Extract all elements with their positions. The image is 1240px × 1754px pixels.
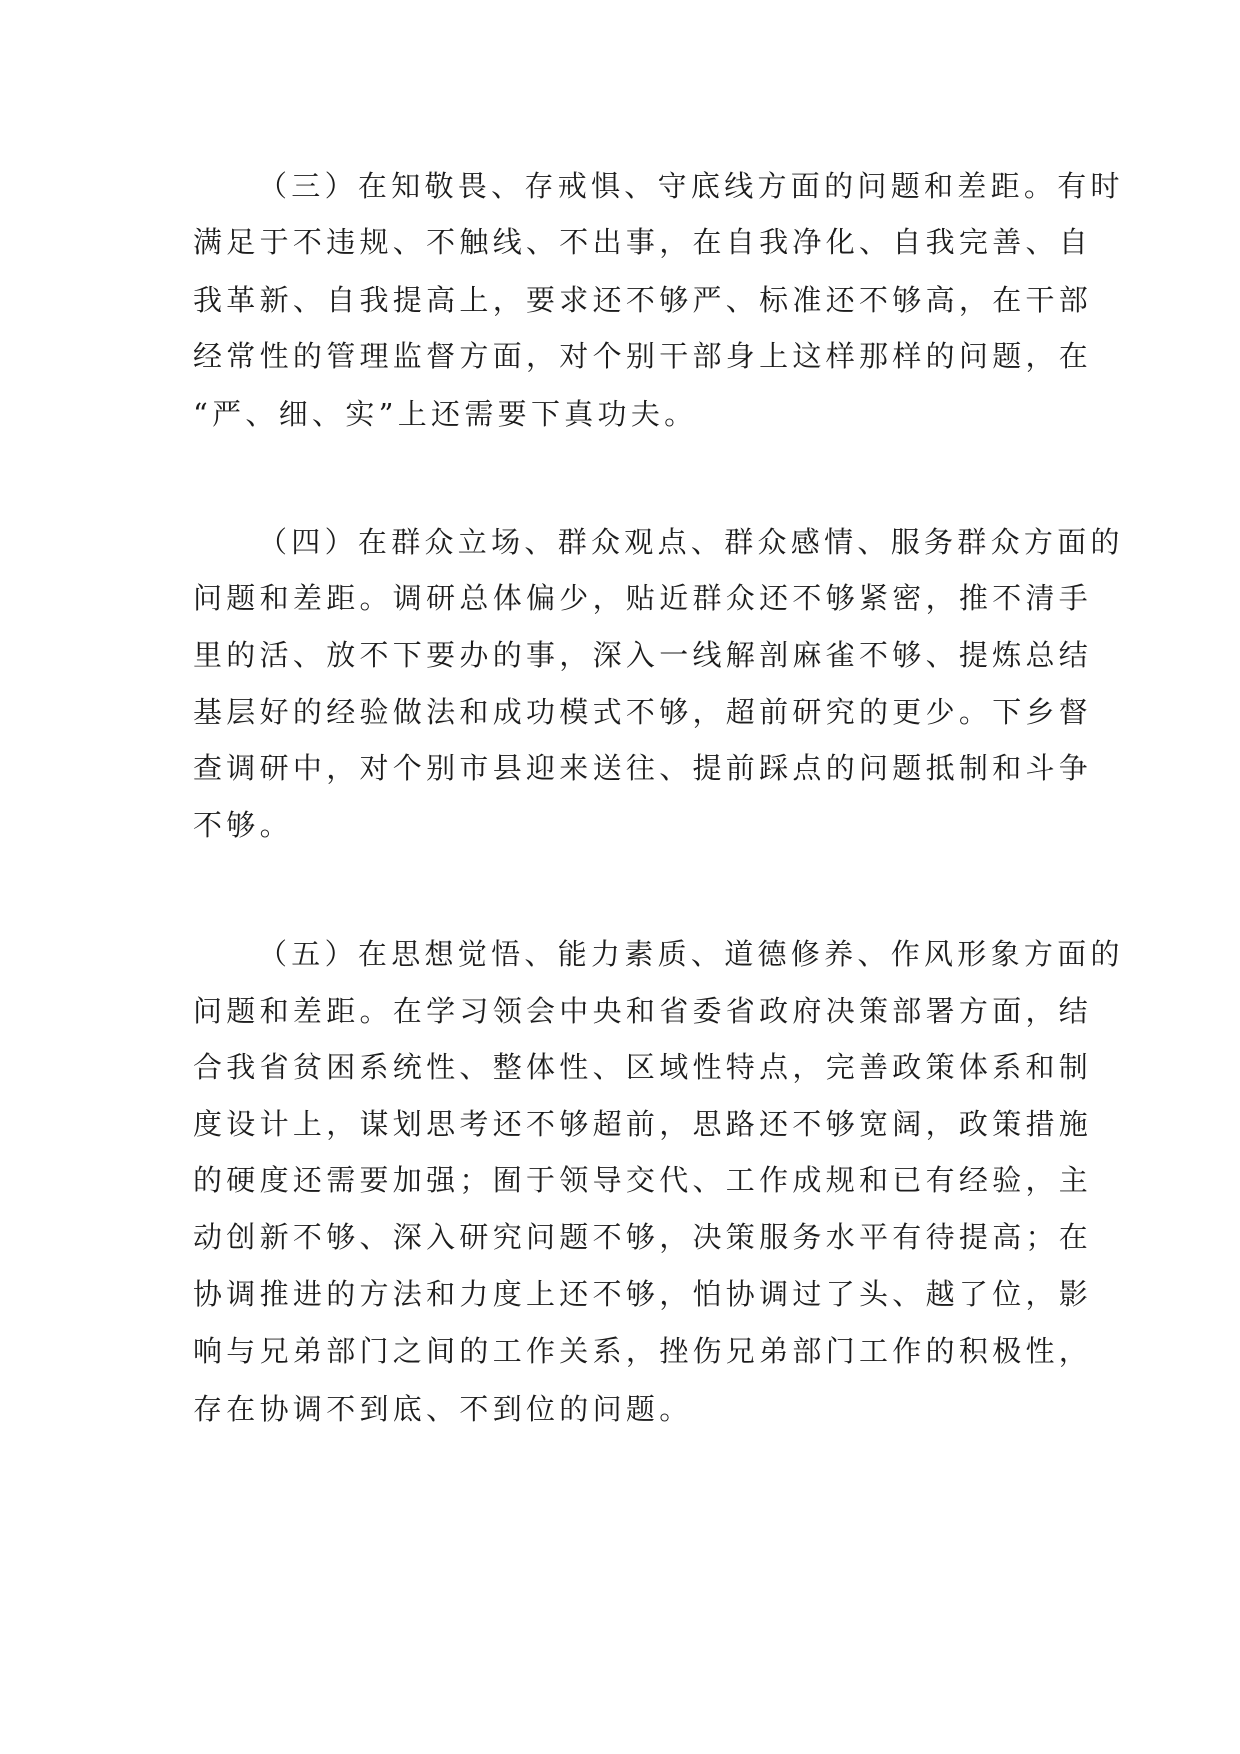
section-5-line-3: 合我省贫困系统性、整体性、区域性特点，完善政策体系和制 xyxy=(193,1050,1093,1084)
section-4-line-5: 查调研中，对个别市县迎来送往、提前踩点的问题抵制和斗争 xyxy=(193,751,1093,785)
section-5-line-7: 协调推进的方法和力度上还不够，怕协调过了头、越了位，影 xyxy=(193,1277,1093,1311)
section-4-line-4: 基层好的经验做法和成功模式不够，超前研究的更少。下乡督 xyxy=(193,695,1093,729)
section-4-line-1: （四）在群众立场、群众观点、群众感情、服务群众方面的 xyxy=(258,525,1124,559)
section-5-line-8: 响与兄弟部门之间的工作关系，挫伤兄弟部门工作的积极性， xyxy=(193,1334,1093,1368)
section-5-line-9: 存在协调不到底、不到位的问题。 xyxy=(193,1392,693,1426)
section-3-line-2: 满足于不违规、不触线、不出事，在自我净化、自我完善、自 xyxy=(193,225,1093,259)
section-5-line-4: 度设计上，谋划思考还不够超前，思路还不够宽阔，政策措施 xyxy=(193,1107,1093,1141)
section-3-line-5: “严、细、实”上还需要下真功夫。 xyxy=(193,397,698,431)
section-4-line-3: 里的活、放不下要办的事，深入一线解剖麻雀不够、提炼总结 xyxy=(193,638,1093,672)
section-5-line-5: 的硬度还需要加强；囿于领导交代、工作成规和已有经验，主 xyxy=(193,1163,1093,1197)
section-5-line-2: 问题和差距。在学习领会中央和省委省政府决策部署方面，结 xyxy=(193,994,1093,1028)
section-4-line-2: 问题和差距。调研总体偏少，贴近群众还不够紧密，推不清手 xyxy=(193,581,1093,615)
section-4-line-6: 不够。 xyxy=(193,808,293,842)
section-3-line-4: 经常性的管理监督方面，对个别干部身上这样那样的问题，在 xyxy=(193,339,1093,373)
section-3-line-3: 我革新、自我提高上，要求还不够严、标准还不够高，在干部 xyxy=(193,283,1093,317)
section-5-line-1: （五）在思想觉悟、能力素质、道德修养、作风形象方面的 xyxy=(258,937,1124,971)
section-5-line-6: 动创新不够、深入研究问题不够，决策服务水平有待提高；在 xyxy=(193,1220,1093,1254)
section-3-line-1: （三）在知敬畏、存戒惧、守底线方面的问题和差距。有时 xyxy=(258,169,1124,203)
